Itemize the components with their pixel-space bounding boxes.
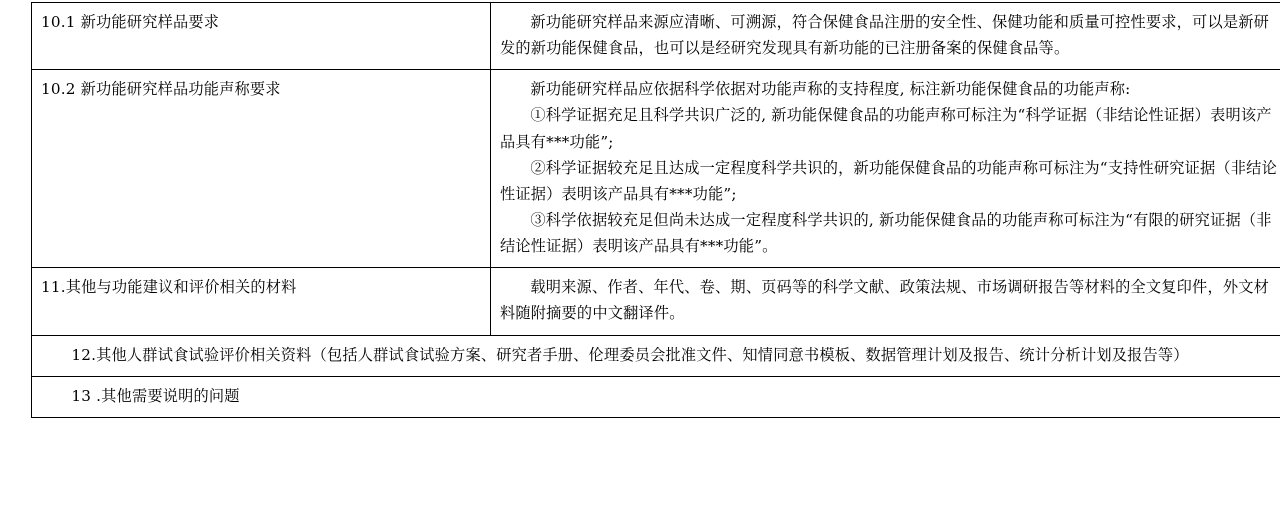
row-content-cell bbox=[491, 3, 1280, 70]
row-full-cell bbox=[32, 335, 1280, 376]
row-content-cell bbox=[491, 268, 1280, 335]
table-row bbox=[32, 70, 1280, 268]
row-full-text: 13 .其他需要说明的问题 bbox=[41, 383, 1280, 409]
row-content-paragraph: ②科学证据较充足且达成一定程度科学共识的，新功能保健食品的功能声称可标注为“支持性研究证据（非结论性证据）表明该产品具有***功能”; bbox=[500, 155, 1280, 207]
table-row bbox=[32, 376, 1280, 417]
row-label-cell bbox=[32, 268, 491, 335]
table-body bbox=[32, 3, 1280, 418]
table-row bbox=[32, 268, 1280, 335]
row-label-text: 11.其他与功能建议和评价相关的材料 bbox=[41, 274, 481, 300]
row-label-text: 10.2 新功能研究样品功能声称要求 bbox=[41, 76, 481, 102]
row-content-paragraph: 新功能研究样品应依据科学依据对功能声称的支持程度, 标注新功能保健食品的功能声称: bbox=[500, 76, 1280, 102]
table-row bbox=[32, 3, 1280, 70]
row-content-paragraph: 载明来源、作者、年代、卷、期、页码等的科学文献、政策法规、市场调研报告等材料的全文复印件，外文材料随附摘要的中文翻译件。 bbox=[500, 274, 1280, 326]
requirements-table bbox=[31, 2, 1280, 418]
row-label-cell bbox=[32, 3, 491, 70]
row-label-text: 10.1 新功能研究样品要求 bbox=[41, 9, 481, 35]
row-content-paragraph: ③科学依据较充足但尚未达成一定程度科学共识的, 新功能保健食品的功能声称可标注为“有限的研究证据（非结论性证据）表明该产品具有***功能”。 bbox=[500, 207, 1280, 259]
row-content-paragraph: ①科学证据充足且科学共识广泛的, 新功能保健食品的功能声称可标注为“科学证据（非结论性证据）表明该产品具有***功能”; bbox=[500, 102, 1280, 154]
row-content-paragraph: 新功能研究样品来源应清晰、可溯源，符合保健食品注册的安全性、保健功能和质量可控性要求，可以是新研发的新功能保健食品，也可以是经研究发现具有新功能的已注册备案的保健食品等。 bbox=[500, 9, 1280, 61]
row-label-cell bbox=[32, 70, 491, 268]
row-full-cell bbox=[32, 376, 1280, 417]
row-content-cell bbox=[491, 70, 1280, 268]
table-row bbox=[32, 335, 1280, 376]
row-full-text: 12.其他人群试食试验评价相关资料（包括人群试食试验方案、研究者手册、伦理委员会批准文件、知情同意书模板、数据管理计划及报告、统计分析计划及报告等） bbox=[41, 342, 1280, 368]
document-page bbox=[0, 2, 1280, 505]
